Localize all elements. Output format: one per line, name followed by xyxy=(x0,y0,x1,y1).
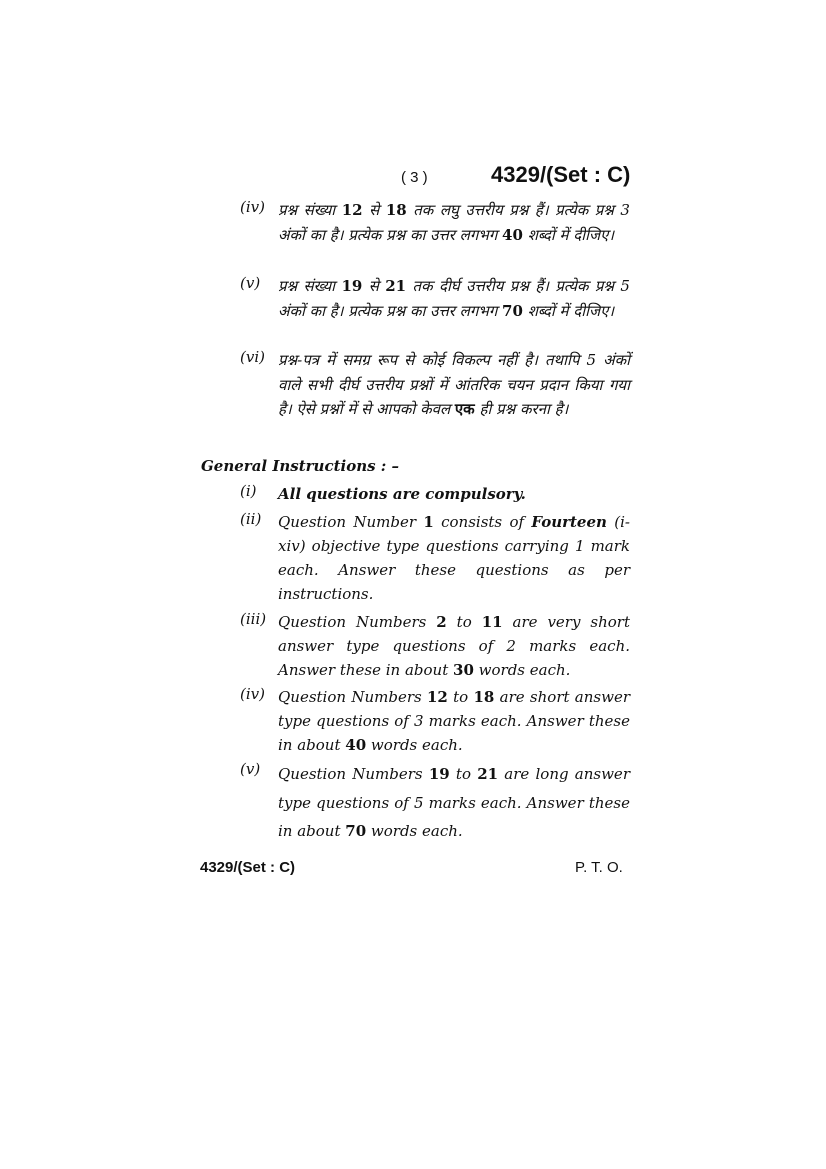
hindi-instruction-iv xyxy=(240,198,630,247)
item-number: (iv) xyxy=(240,685,265,703)
item-number: (ii) xyxy=(240,510,262,528)
hindi-instruction-vi xyxy=(240,348,630,422)
item-text: प्रश्न-पत्र में समग्र रूप से कोई विकल्प नहीं है। तथापि 5 अंकों वाले सभी दीर्घ उत्तरीय प्रश्नों में आंतरिक चयन प्रदान किया गया है। ऐसे प्रश्नों में से आपको केवल एक ही प्रश्न करना है। xyxy=(278,351,630,418)
paper-code-header: 4329/(Set : C) xyxy=(491,162,631,187)
page-number: ( 3 ) xyxy=(401,169,428,186)
item-text: All questions are compulsory. xyxy=(278,485,526,503)
item-number: (vi) xyxy=(240,348,265,366)
instruction-iii xyxy=(240,610,630,682)
instruction-i xyxy=(240,482,630,506)
item-number: (v) xyxy=(240,274,261,292)
item-number: (i) xyxy=(240,482,257,500)
hindi-instruction-v xyxy=(240,274,630,323)
item-number: (v) xyxy=(240,760,261,778)
item-text: Question Numbers 2 to 11 are very short answer type questions of 2 marks each. Answer these in about 30 words each. xyxy=(278,613,630,679)
item-text: प्रश्न संख्या 12 से 18 तक लघु उत्तरीय प्रश्न हैं। प्रत्येक प्रश्न 3 अंकों का है। प्रत्येक प्रश्न का उत्तर लगभग 40 शब्दों में दीजिए। xyxy=(278,201,630,244)
item-text: प्रश्न संख्या 19 से 21 तक दीर्घ उत्तरीय प्रश्न हैं। प्रत्येक प्रश्न 5 अंकों का है। प्रत्येक प्रश्न का उत्तर लगभग 70 शब्दों में दीजिए। xyxy=(278,277,630,320)
general-instructions-heading: General Instructions : – xyxy=(201,457,400,475)
instruction-v xyxy=(240,760,630,846)
instruction-ii xyxy=(240,510,630,606)
item-number: (iii) xyxy=(240,610,267,628)
item-number: (iv) xyxy=(240,198,265,216)
item-text: Question Numbers 19 to 21 are long answer type questions of 5 marks each. Answer these in about 70 words each. xyxy=(278,765,630,840)
instruction-iv xyxy=(240,685,630,757)
please-turn-over: P. T. O. xyxy=(575,859,623,876)
item-text: Question Numbers 12 to 18 are short answer type questions of 3 marks each. Answer these in about 40 words each. xyxy=(278,688,630,754)
paper-code-footer: 4329/(Set : C) xyxy=(200,859,296,876)
item-text: Question Number 1 consists of Fourteen (i-xiv) objective type questions carrying 1 mark each. Answer these questions as per instructions. xyxy=(278,513,630,603)
